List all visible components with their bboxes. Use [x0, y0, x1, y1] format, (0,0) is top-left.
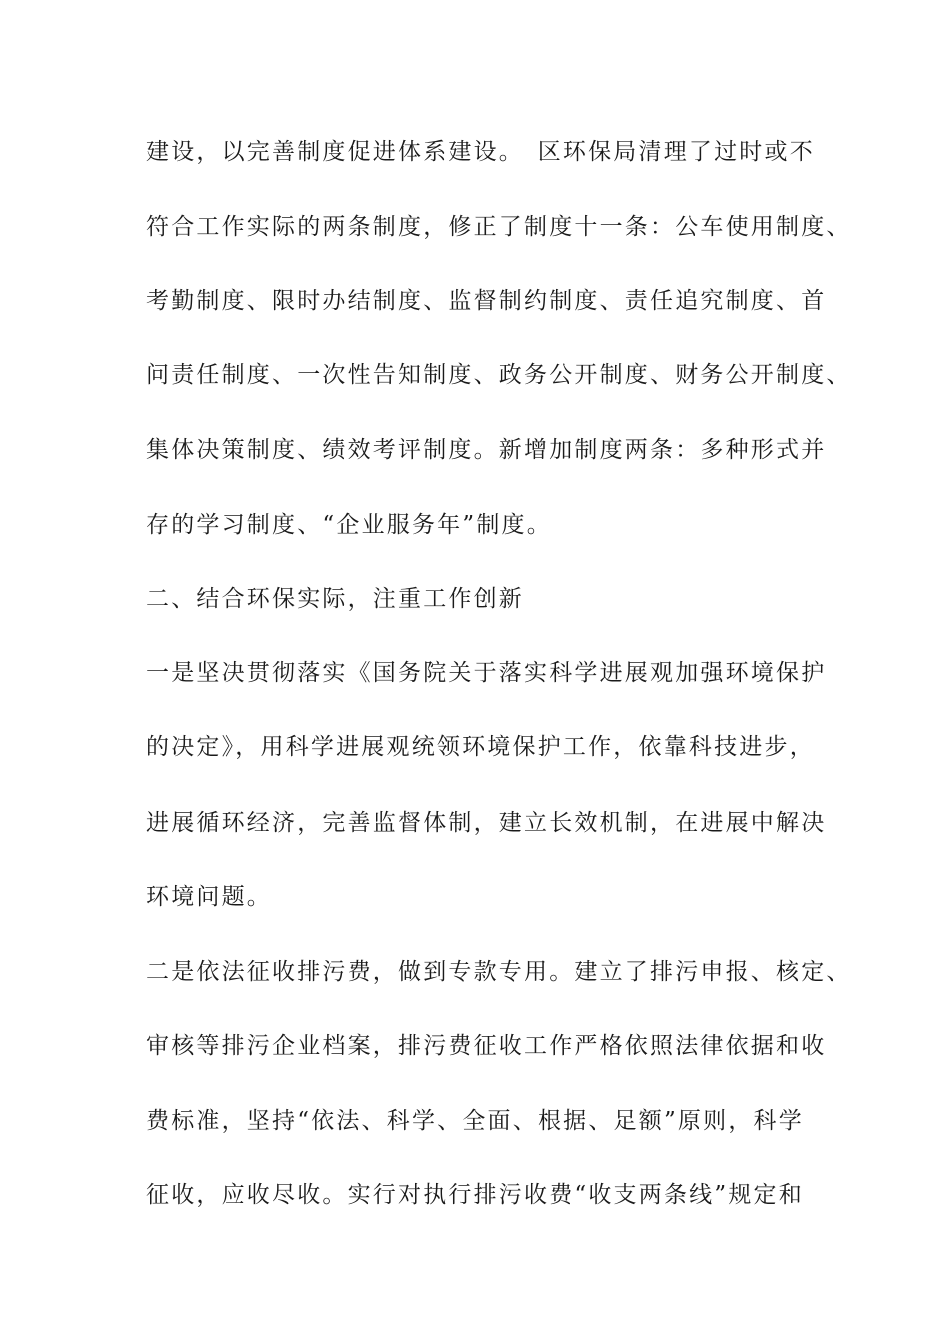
text-line: 存的学习制度、“企业服务年”制度。	[146, 512, 552, 538]
text-line: 集体决策制度、绩效考评制度。新增加制度两条：多种形式并	[146, 437, 827, 463]
text-line: 建设，以完善制度促进体系建设。 区环保局清理了过时或不	[146, 139, 815, 165]
text-line: 环境问题。	[146, 884, 272, 910]
text-line: 的决定》，用科学进展观统领环境保护工作，依靠科技进步，	[146, 734, 815, 760]
text-line: 二是依法征收排污费，做到专款专用。建立了排污申报、核定、	[146, 959, 852, 985]
text-line: 考勤制度、限时办结制度、监督制约制度、责任追究制度、首	[146, 288, 827, 314]
text-line: 一是坚决贯彻落实《国务院关于落实科学进展观加强环境保护	[146, 660, 827, 686]
text-line: 费标准，坚持“依法、科学、全面、根据、足额”原则，科学	[146, 1108, 804, 1134]
text-line: 审核等排污企业档案，排污费征收工作严格依照法律依据和收	[146, 1033, 827, 1059]
text-line: 征收，应收尽收。实行对执行排污收费“收支两条线”规定和	[146, 1182, 804, 1208]
text-line: 问责任制度、一次性告知制度、政务公开制度、财务公开制度、	[146, 362, 852, 388]
section-heading: 二、结合环保实际，注重工作创新	[146, 586, 524, 612]
text-line: 符合工作实际的两条制度，修正了制度十一条：公车使用制度、	[146, 214, 852, 240]
text-line: 进展循环经济，完善监督体制，建立长效机制，在进展中解决	[146, 810, 827, 836]
